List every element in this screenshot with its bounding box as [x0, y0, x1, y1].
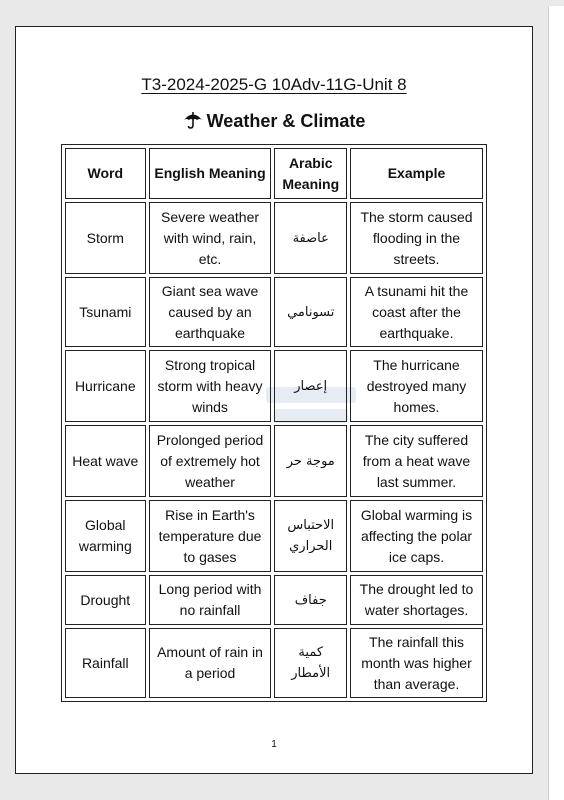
arabic-meaning-cell: جفاف — [274, 575, 347, 625]
example-cell: The rainfall this month was higher than average. — [350, 628, 483, 698]
word-cell: Tsunami — [65, 277, 146, 347]
table-row — [65, 202, 483, 274]
table-row — [65, 425, 483, 497]
english-meaning-cell: Rise in Earth's temperature due to gases — [149, 500, 272, 572]
section-heading — [16, 111, 532, 132]
table-row — [65, 575, 483, 625]
english-meaning-cell: Severe weather with wind, rain, etc. — [149, 202, 272, 274]
arabic-meaning-cell: إعصار — [274, 350, 347, 422]
document-title: T3-2024-2025-G 10Adv-11G-Unit 8 — [141, 75, 407, 94]
document-page — [15, 26, 533, 774]
example-cell: The hurricane destroyed many homes. — [350, 350, 483, 422]
arabic-meaning-cell: كمية الأمطار — [274, 628, 347, 698]
table-row — [65, 628, 483, 698]
english-meaning-cell: Prolonged period of extremely hot weather — [149, 425, 272, 497]
word-cell: Drought — [65, 575, 146, 625]
example-cell: A tsunami hit the coast after the earthquake. — [350, 277, 483, 347]
english-meaning-cell: Amount of rain in a period — [149, 628, 272, 698]
header-word: Word — [65, 148, 146, 199]
section-heading-text: Weather & Climate — [206, 111, 366, 131]
table-row — [65, 277, 483, 347]
example-cell: The city suffered from a heat wave last summer. — [350, 425, 483, 497]
table-row — [65, 500, 483, 572]
table-row — [65, 350, 483, 422]
umbrella-icon — [183, 111, 203, 129]
header-arabic-meaning: Arabic Meaning — [274, 148, 347, 199]
vocabulary-table — [61, 144, 487, 702]
word-cell: Hurricane — [65, 350, 146, 422]
arabic-meaning-cell: موجة حر — [274, 425, 347, 497]
arabic-meaning-cell: الاحتباس الحراري — [274, 500, 347, 572]
english-meaning-cell: Long period with no rainfall — [149, 575, 272, 625]
arabic-meaning-cell: تسونامي — [274, 277, 347, 347]
english-meaning-cell: Strong tropical storm with heavy winds — [149, 350, 272, 422]
word-cell: Rainfall — [65, 628, 146, 698]
header-example: Example — [350, 148, 483, 199]
english-meaning-cell: Giant sea wave caused by an earthquake — [149, 277, 272, 347]
adjacent-page-edge — [548, 6, 564, 800]
page-number: 1 — [271, 739, 277, 750]
word-cell: Storm — [65, 202, 146, 274]
header-english-meaning: English Meaning — [149, 148, 272, 199]
example-cell: The drought led to water shortages. — [350, 575, 483, 625]
example-cell: The storm caused flooding in the streets. — [350, 202, 483, 274]
word-cell: Global warming — [65, 500, 146, 572]
arabic-meaning-cell: عاصفة — [274, 202, 347, 274]
word-cell: Heat wave — [65, 425, 146, 497]
table-header-row — [65, 148, 483, 199]
example-cell: Global warming is affecting the polar ice caps. — [350, 500, 483, 572]
